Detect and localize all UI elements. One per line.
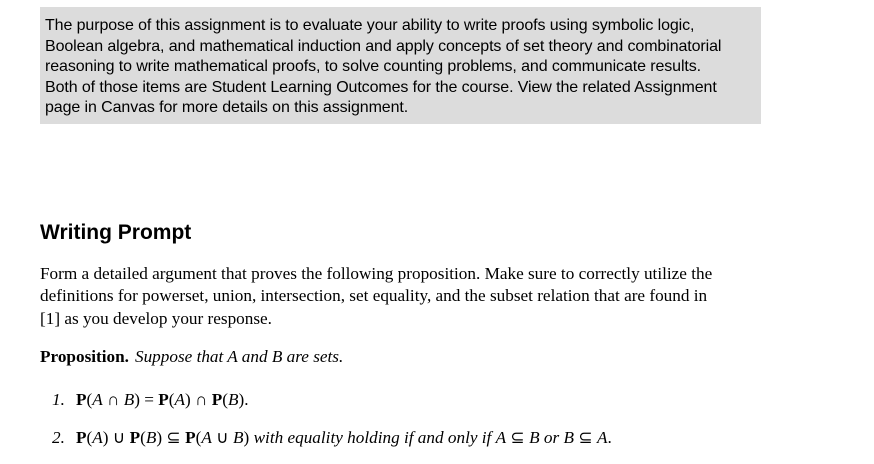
proposition-text: Suppose that A and B are sets. [134,347,344,366]
item-formula: P(A) ∪ P(B) ⊆ P(A ∪ B) with equality holding if and only if A ⊆ B or B ⊆ A. [76,428,612,447]
proposition-items [52,388,612,464]
item-formula: P(A ∩ B) = P(A) ∩ P(B). [76,390,249,409]
purpose-box [40,7,761,124]
list-item [52,388,612,412]
item-number: 2. [52,428,65,447]
section-title: Writing Prompt [40,221,192,244]
purpose-text: The purpose of this assignment is to evaluate your ability to write proofs using symbolic logic, Boolean algebra, and mathematical induction and apply concepts of set theory and combinatorial reasoning to write mathematical proofs, to solve counting problems, and communicate results. Both of those items are Student Learning Outcomes for the course. View the related Assignment page in Canvas for more details on this assignment. [45,17,722,117]
item-number: 1. [52,390,65,409]
proposition [40,345,343,369]
proposition-label: Proposition. [40,347,129,366]
prompt-body: Form a detailed argument that proves the following proposition. Make sure to correctly utilize the definitions for powerset, union, intersection, set equality, and the subset relation that are found in [1] as you develop your response. [40,264,713,328]
list-item [52,426,612,450]
